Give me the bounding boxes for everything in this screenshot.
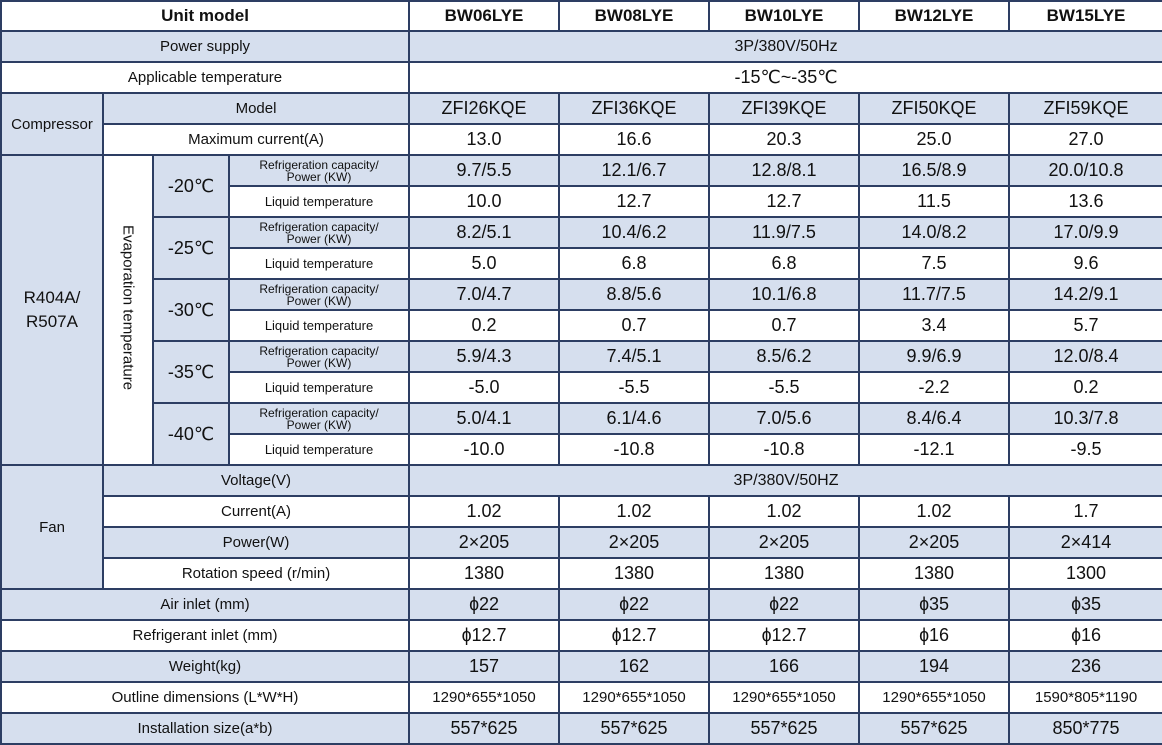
capacity-cell: 9.9/6.9: [859, 341, 1009, 372]
refrigerant-inlet-row: [1, 620, 1162, 651]
capacity-cell: 16.5/8.9: [859, 155, 1009, 186]
liquid-cell: 10.0: [409, 186, 559, 217]
capacity-cell: 7.0/5.6: [709, 403, 859, 434]
compressor-current-cell: 13.0: [409, 124, 559, 155]
evap-temp-cell: -30℃: [153, 279, 229, 341]
outline-cell: 1290*655*1050: [709, 682, 859, 713]
air-inlet-cell: ɸ35: [859, 589, 1009, 620]
model-header: BW10LYE: [709, 1, 859, 31]
compressor-model-cell: ZFI50KQE: [859, 93, 1009, 124]
compressor-model-row: [1, 93, 1162, 124]
capacity-cell: 7.4/5.1: [559, 341, 709, 372]
liquid-cell: 5.7: [1009, 310, 1162, 341]
fan-speed-label: Rotation speed (r/min): [103, 558, 409, 589]
outline-cell: 1290*655*1050: [409, 682, 559, 713]
air-inlet-cell: ɸ22: [409, 589, 559, 620]
air-inlet-row: [1, 589, 1162, 620]
refrigerant-inlet-cell: ɸ12.7: [709, 620, 859, 651]
liquid-cell: -10.0: [409, 434, 559, 465]
fan-current-cell: 1.02: [859, 496, 1009, 527]
outline-row: [1, 682, 1162, 713]
liquid-cell: -10.8: [709, 434, 859, 465]
weight-row: [1, 651, 1162, 682]
fan-current-row: [1, 496, 1162, 527]
installation-cell: 557*625: [559, 713, 709, 744]
fan-current-cell: 1.7: [1009, 496, 1162, 527]
capacity-cell: 6.1/4.6: [559, 403, 709, 434]
liquid-label: Liquid temperature: [229, 372, 409, 403]
evap-temp-cell: -35℃: [153, 341, 229, 403]
capacity-cell: 8.4/6.4: [859, 403, 1009, 434]
capacity-row: [1, 155, 1162, 186]
capacity-label: Refrigeration capacity/ Power (KW): [229, 279, 409, 310]
liquid-cell: -5.5: [559, 372, 709, 403]
weight-cell: 236: [1009, 651, 1162, 682]
model-header: BW08LYE: [559, 1, 709, 31]
liquid-cell: 6.8: [709, 248, 859, 279]
compressor-model-cell: ZFI39KQE: [709, 93, 859, 124]
fan-current-label: Current(A): [103, 496, 409, 527]
power-supply-row: [1, 31, 1162, 62]
compressor-current-label: Maximum current(A): [103, 124, 409, 155]
installation-cell: 557*625: [409, 713, 559, 744]
fan-power-row: [1, 527, 1162, 558]
capacity-cell: 12.8/8.1: [709, 155, 859, 186]
compressor-current-cell: 27.0: [1009, 124, 1162, 155]
capacity-label: Refrigeration capacity/ Power (KW): [229, 217, 409, 248]
evap-temp-cell: -40℃: [153, 403, 229, 465]
liquid-cell: 9.6: [1009, 248, 1162, 279]
liquid-cell: 7.5: [859, 248, 1009, 279]
capacity-label: Refrigeration capacity/ Power (KW): [229, 155, 409, 186]
liquid-cell: 11.5: [859, 186, 1009, 217]
capacity-cell: 9.7/5.5: [409, 155, 559, 186]
unit-model-label: Unit model: [1, 1, 409, 31]
capacity-label: Refrigeration capacity/ Power (KW): [229, 341, 409, 372]
applicable-temperature-label: Applicable temperature: [1, 62, 409, 93]
capacity-cell: 10.4/6.2: [559, 217, 709, 248]
fan-voltage-label: Voltage(V): [103, 465, 409, 496]
refrigerant-inlet-cell: ɸ16: [1009, 620, 1162, 651]
fan-speed-cell: 1300: [1009, 558, 1162, 589]
installation-cell: 557*625: [709, 713, 859, 744]
weight-cell: 162: [559, 651, 709, 682]
fan-speed-row: [1, 558, 1162, 589]
air-inlet-cell: ɸ22: [559, 589, 709, 620]
installation-row: [1, 713, 1162, 744]
liquid-cell: 12.7: [709, 186, 859, 217]
capacity-row: [1, 341, 1162, 372]
model-header: BW15LYE: [1009, 1, 1162, 31]
liquid-cell: 13.6: [1009, 186, 1162, 217]
liquid-label: Liquid temperature: [229, 434, 409, 465]
liquid-cell: 0.2: [409, 310, 559, 341]
compressor-current-cell: 16.6: [559, 124, 709, 155]
weight-cell: 157: [409, 651, 559, 682]
fan-current-cell: 1.02: [409, 496, 559, 527]
refrigerant-inlet-label: Refrigerant inlet (mm): [1, 620, 409, 651]
model-header: BW12LYE: [859, 1, 1009, 31]
fan-power-cell: 2×205: [559, 527, 709, 558]
capacity-cell: 11.7/7.5: [859, 279, 1009, 310]
liquid-cell: 12.7: [559, 186, 709, 217]
capacity-cell: 12.0/8.4: [1009, 341, 1162, 372]
capacity-cell: 17.0/9.9: [1009, 217, 1162, 248]
power-supply-value: 3P/380V/50Hz: [409, 31, 1162, 62]
weight-label: Weight(kg): [1, 651, 409, 682]
liquid-cell: -9.5: [1009, 434, 1162, 465]
air-inlet-cell: ɸ35: [1009, 589, 1162, 620]
capacity-cell: 14.0/8.2: [859, 217, 1009, 248]
refrigerant-inlet-cell: ɸ12.7: [409, 620, 559, 651]
liquid-label: Liquid temperature: [229, 186, 409, 217]
applicable-temperature-value: -15℃~-35℃: [409, 62, 1162, 93]
capacity-label: Refrigeration capacity/ Power (KW): [229, 403, 409, 434]
liquid-label: Liquid temperature: [229, 248, 409, 279]
capacity-row: [1, 217, 1162, 248]
fan-power-cell: 2×205: [409, 527, 559, 558]
evap-temp-cell: -25℃: [153, 217, 229, 279]
capacity-cell: 5.0/4.1: [409, 403, 559, 434]
refrigerant-group-line2: R507A: [26, 312, 78, 331]
fan-group-label: Fan: [1, 465, 103, 589]
liquid-cell: 3.4: [859, 310, 1009, 341]
capacity-cell: 11.9/7.5: [709, 217, 859, 248]
air-inlet-cell: ɸ22: [709, 589, 859, 620]
capacity-cell: 10.3/7.8: [1009, 403, 1162, 434]
liquid-cell: 6.8: [559, 248, 709, 279]
liquid-cell: 0.7: [559, 310, 709, 341]
compressor-model-label: Model: [103, 93, 409, 124]
model-header: BW06LYE: [409, 1, 559, 31]
capacity-cell: 14.2/9.1: [1009, 279, 1162, 310]
fan-speed-cell: 1380: [859, 558, 1009, 589]
capacity-row: [1, 403, 1162, 434]
capacity-cell: 8.2/5.1: [409, 217, 559, 248]
liquid-cell: 5.0: [409, 248, 559, 279]
fan-speed-cell: 1380: [559, 558, 709, 589]
fan-voltage-row: [1, 465, 1162, 496]
compressor-current-row: [1, 124, 1162, 155]
refrigerant-inlet-cell: ɸ12.7: [559, 620, 709, 651]
fan-voltage-value: 3P/380V/50HZ: [409, 465, 1162, 496]
installation-cell: 557*625: [859, 713, 1009, 744]
compressor-model-cell: ZFI36KQE: [559, 93, 709, 124]
liquid-label: Liquid temperature: [229, 310, 409, 341]
applicable-temperature-row: [1, 62, 1162, 93]
outline-cell: 1290*655*1050: [859, 682, 1009, 713]
capacity-cell: 8.5/6.2: [709, 341, 859, 372]
compressor-current-cell: 20.3: [709, 124, 859, 155]
liquid-cell: -10.8: [559, 434, 709, 465]
capacity-cell: 20.0/10.8: [1009, 155, 1162, 186]
fan-power-cell: 2×205: [859, 527, 1009, 558]
capacity-cell: 5.9/4.3: [409, 341, 559, 372]
liquid-cell: -2.2: [859, 372, 1009, 403]
capacity-cell: 10.1/6.8: [709, 279, 859, 310]
outline-cell: 1290*655*1050: [559, 682, 709, 713]
refrigerant-group-label: [1, 155, 103, 465]
installation-label: Installation size(a*b): [1, 713, 409, 744]
compressor-group-label: Compressor: [1, 93, 103, 155]
fan-current-cell: 1.02: [559, 496, 709, 527]
weight-cell: 166: [709, 651, 859, 682]
capacity-cell: 7.0/4.7: [409, 279, 559, 310]
liquid-cell: -5.0: [409, 372, 559, 403]
compressor-model-cell: ZFI26KQE: [409, 93, 559, 124]
header-row: [1, 1, 1162, 31]
weight-cell: 194: [859, 651, 1009, 682]
refrigerant-group-line1: R404A/: [23, 288, 81, 307]
fan-speed-cell: 1380: [409, 558, 559, 589]
outline-cell: 1590*805*1190: [1009, 682, 1162, 713]
liquid-cell: -5.5: [709, 372, 859, 403]
fan-current-cell: 1.02: [709, 496, 859, 527]
fan-power-cell: 2×414: [1009, 527, 1162, 558]
power-supply-label: Power supply: [1, 31, 409, 62]
refrigerant-inlet-cell: ɸ16: [859, 620, 1009, 651]
compressor-current-cell: 25.0: [859, 124, 1009, 155]
evaporation-temperature-text: Evaporation temperature: [119, 224, 137, 391]
fan-speed-cell: 1380: [709, 558, 859, 589]
liquid-cell: -12.1: [859, 434, 1009, 465]
evap-temp-cell: -20℃: [153, 155, 229, 217]
capacity-cell: 12.1/6.7: [559, 155, 709, 186]
evaporation-temperature-label: [103, 155, 153, 465]
compressor-model-cell: ZFI59KQE: [1009, 93, 1162, 124]
air-inlet-label: Air inlet (mm): [1, 589, 409, 620]
installation-cell: 850*775: [1009, 713, 1162, 744]
outline-label: Outline dimensions (L*W*H): [1, 682, 409, 713]
liquid-cell: 0.7: [709, 310, 859, 341]
capacity-cell: 8.8/5.6: [559, 279, 709, 310]
liquid-cell: 0.2: [1009, 372, 1162, 403]
fan-power-cell: 2×205: [709, 527, 859, 558]
fan-power-label: Power(W): [103, 527, 409, 558]
capacity-row: [1, 279, 1162, 310]
